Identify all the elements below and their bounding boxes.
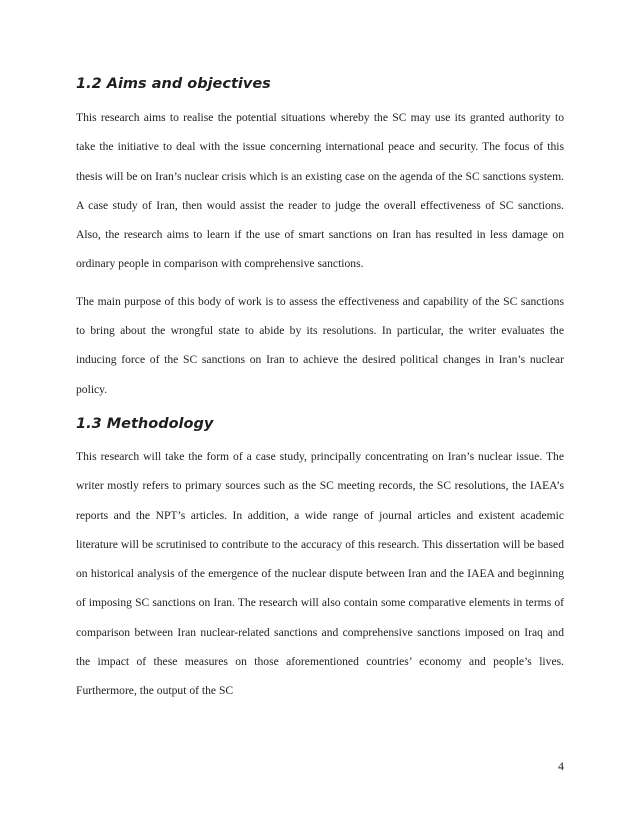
document-page [76,74,564,706]
aims-paragraph-2: The main purpose of this body of work is to assess the effectiveness and capability of the SC sanctions to bring about the wrongful state to abide by its resolutions. In particular, the writer evaluates the inducing force of the SC sanctions on Iran to achieve the desired political changes in Iran’s nuclear policy. [76,294,564,396]
methodology-paragraph-1: This research will take the form of a case study, principally concentrating on Iran’s nuclear issue. The writer mostly refers to primary sources such as the SC meeting records, the SC resolutions, the IAEA’s reports and the NPT’s articles. In addition, a wide range of journal articles and existent academic literature will be scrutinised to contribute to the accuracy of this research. This dissertation will be based on historical analysis of the emergence of the nuclear dispute between Iran and the IAEA and beginning of imposing SC sanctions on Iran. The research will also contain some comparative elements in terms of comparison between Iran nuclear-related sanctions and comprehensive sanctions imposed on Iraq and the impact of these measures on those aforementioned countries’ economy and people’s lives. Furthermore, the output of the SC [76,449,564,698]
section-heading-aims: 1.2 Aims and objectives [76,76,271,92]
aims-paragraph-1: This research aims to realise the potential situations whereby the SC may use its granted authority to take the initiative to deal with the issue concerning international peace and security. The focus of this thesis will be on Iran’s nuclear crisis which is an existing case on the agenda of the SC sanctions system. A case study of Iran, then would assist the reader to judge the overall effectiveness of SC sanctions. Also, the research aims to learn if the use of smart sanctions on Iran has resulted in less damage on ordinary people in comparison with comprehensive sanctions. [76,111,564,271]
page-number: 4 [558,759,564,773]
section-heading-methodology: 1.3 Methodology [76,415,214,432]
